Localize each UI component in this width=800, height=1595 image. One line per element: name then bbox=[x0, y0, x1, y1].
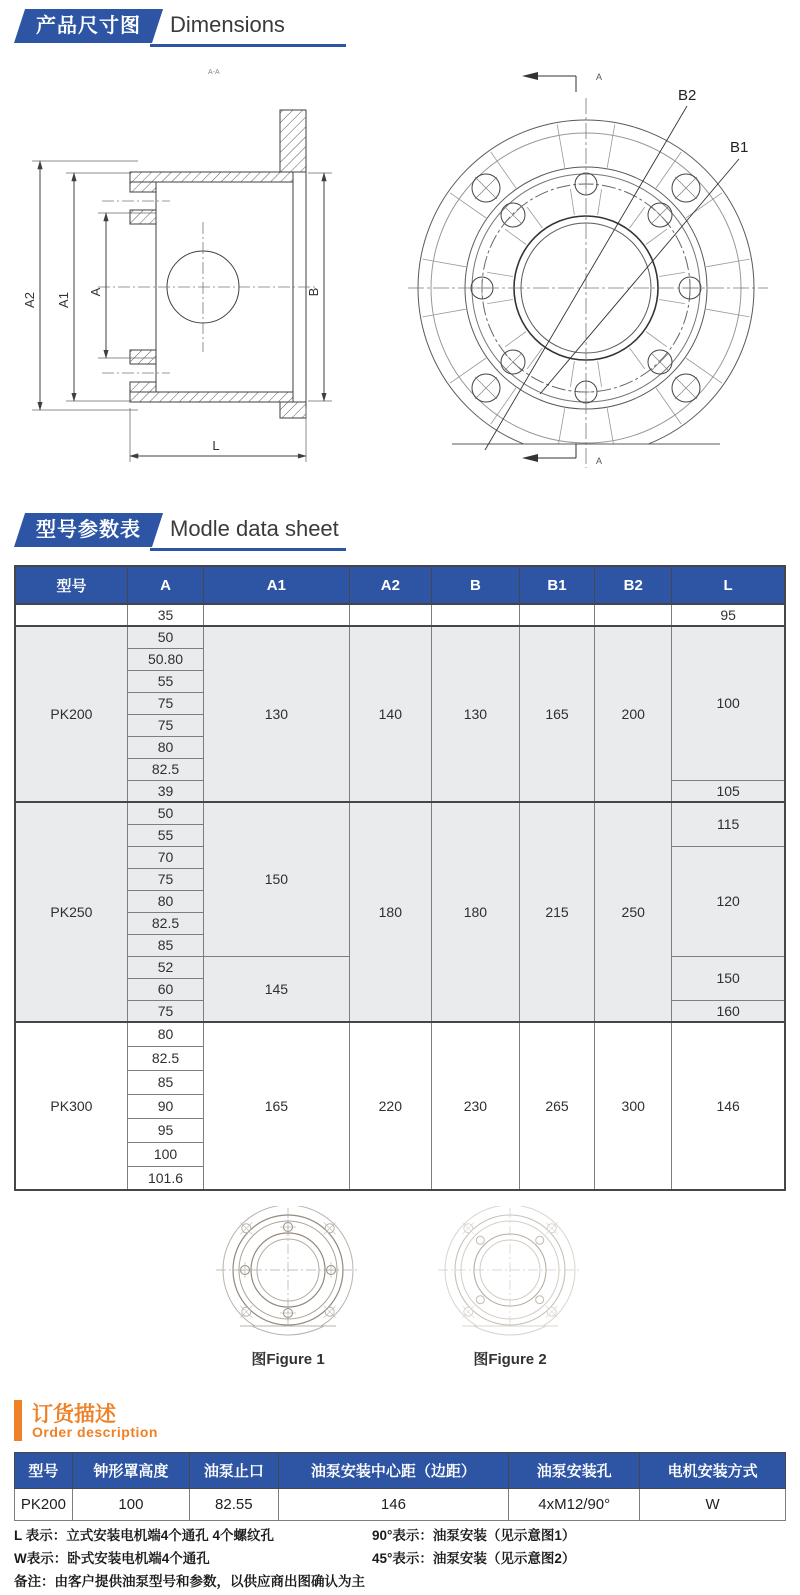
col-header-b2: B2 bbox=[595, 566, 672, 604]
dim-b1-cell: 265 bbox=[519, 1022, 594, 1190]
section-title-model-zh bbox=[14, 513, 163, 547]
dim-label-a1: A1 bbox=[56, 292, 71, 308]
dim-a1-cell: 150 bbox=[204, 802, 350, 956]
dim-a2-cell: 140 bbox=[349, 626, 431, 802]
dim-a-cell: 90 bbox=[127, 1094, 203, 1118]
model-cell-pk200: PK200 bbox=[15, 626, 127, 802]
order-col-motor-mount: 电机安装方式 bbox=[640, 1453, 786, 1489]
dim-b1-cell: 165 bbox=[519, 626, 594, 802]
dim-a-cell: 80 bbox=[127, 736, 203, 758]
dim-l-cell: 150 bbox=[672, 956, 785, 1000]
bolt-circle-label-b1: B1 bbox=[730, 139, 749, 156]
section-title-dimensions-zh-text: 产品尺寸图 bbox=[36, 15, 142, 37]
dim-b2-cell: 200 bbox=[595, 626, 672, 802]
section-underline bbox=[150, 44, 346, 47]
order-col-pump-spigot: 油泵止口 bbox=[190, 1453, 279, 1489]
model-cell-empty bbox=[15, 604, 127, 626]
dim-l-cell: 115 bbox=[672, 802, 785, 846]
dim-a-cell: 50 bbox=[127, 626, 203, 648]
table-row bbox=[15, 626, 785, 648]
dim-l-cell: 120 bbox=[672, 846, 785, 956]
order-col-bell-height: 钟形罩高度 bbox=[72, 1453, 189, 1489]
dim-b-cell: 130 bbox=[432, 626, 520, 802]
dim-a-cell: 80 bbox=[127, 890, 203, 912]
order-col-mount-distance: 油泵安装中心距（边距） bbox=[278, 1453, 509, 1489]
dim-a-cell: 82.5 bbox=[127, 758, 203, 780]
dim-a-cell: 100 bbox=[127, 1142, 203, 1166]
dim-a-cell: 75 bbox=[127, 714, 203, 736]
col-header-model: 型号 bbox=[15, 566, 127, 604]
flat-base-mask bbox=[390, 444, 790, 474]
order-col-mount-holes: 油泵安装孔 bbox=[509, 1453, 640, 1489]
table-row bbox=[15, 1022, 785, 1046]
note-45deg-meaning: 45°表示：油泵安装（见示意图2） bbox=[372, 1551, 576, 1566]
dim-a-cell: 80 bbox=[127, 1022, 203, 1046]
dim-l-cell: 95 bbox=[672, 604, 785, 626]
dim-a-cell: 35 bbox=[127, 604, 203, 626]
note-90deg-meaning: 90°表示：油泵安装（见示意图1） bbox=[372, 1528, 576, 1543]
dim-label-a: A bbox=[88, 287, 103, 297]
table-row bbox=[15, 802, 785, 824]
side-section-drawing bbox=[6, 60, 350, 475]
dim-a-cell: 39 bbox=[127, 780, 203, 802]
dim-a-cell: 75 bbox=[127, 868, 203, 890]
dim-b2-cell: 250 bbox=[595, 802, 672, 1022]
col-header-a1: A1 bbox=[204, 566, 350, 604]
section-title-dimensions-en: Dimensions bbox=[170, 12, 285, 37]
note-remark: 备注：由客户提供油泵型号和参数，以供应商出图确认为主 bbox=[14, 1574, 365, 1589]
centerlines bbox=[98, 201, 318, 373]
housing-outline bbox=[130, 110, 306, 418]
model-cell-pk300: PK300 bbox=[15, 1022, 127, 1190]
figure-1-caption: 图Figure 1 bbox=[251, 1351, 325, 1368]
order-table-data-row bbox=[15, 1489, 786, 1521]
order-model-value: PK200 bbox=[15, 1489, 73, 1521]
dim-a-cell: 50.80 bbox=[127, 648, 203, 670]
dim-a-cell: 60 bbox=[127, 978, 203, 1000]
section-cut-label: A-A bbox=[208, 69, 220, 76]
col-header-l: L bbox=[672, 566, 785, 604]
dim-a-cell: 55 bbox=[127, 670, 203, 692]
dim-b-cell: 180 bbox=[432, 802, 520, 1022]
table-row bbox=[15, 604, 785, 626]
dim-a2-cell: 180 bbox=[349, 802, 431, 1022]
dim-a-cell: 85 bbox=[127, 934, 203, 956]
dim-l-cell: 146 bbox=[672, 1022, 785, 1190]
order-motor-mount-value: W bbox=[640, 1489, 786, 1521]
order-table-header-row bbox=[15, 1453, 786, 1489]
section-title-model-zh-text: 型号参数表 bbox=[36, 519, 142, 541]
dim-a-cell: 82.5 bbox=[127, 1046, 203, 1070]
dim-l-cell: 100 bbox=[672, 626, 785, 780]
section-underline-2 bbox=[150, 548, 346, 551]
col-header-b1: B1 bbox=[519, 566, 594, 604]
order-bell-height-value: 100 bbox=[72, 1489, 189, 1521]
dim-a-cell: 70 bbox=[127, 846, 203, 868]
figure-2-drawing bbox=[424, 1206, 596, 1346]
col-header-a: A bbox=[127, 566, 203, 604]
dim-b2-cell: 300 bbox=[595, 1022, 672, 1190]
col-header-b: B bbox=[432, 566, 520, 604]
dim-a-cell: 55 bbox=[127, 824, 203, 846]
figure-1-drawing bbox=[202, 1206, 374, 1346]
dim-a-cell: 75 bbox=[127, 692, 203, 714]
dim-a-cell: 50 bbox=[127, 802, 203, 824]
dim-l-cell: 105 bbox=[672, 780, 785, 802]
order-section-title-en: Order description bbox=[32, 1424, 158, 1440]
section-title-dimensions-zh bbox=[14, 9, 163, 43]
dim-label-b: B bbox=[306, 287, 321, 297]
order-col-model: 型号 bbox=[15, 1453, 73, 1489]
note-l-meaning: L 表示：立式安装电机端4个通孔 4个螺纹孔 bbox=[14, 1528, 275, 1543]
order-table bbox=[14, 1452, 786, 1521]
order-pump-spigot-value: 82.55 bbox=[190, 1489, 279, 1521]
figure-2-caption: 图Figure 2 bbox=[473, 1351, 547, 1368]
section-arrow-top bbox=[522, 72, 602, 92]
table-header-row bbox=[15, 566, 785, 604]
section-arrow-bottom-label: A bbox=[596, 456, 603, 466]
dim-a-cell: 82.5 bbox=[127, 912, 203, 934]
model-data-table bbox=[14, 565, 786, 1191]
dim-a-cell: 75 bbox=[127, 1000, 203, 1022]
bolt-circle-label-b2: B2 bbox=[678, 87, 697, 104]
dim-label-a2: A2 bbox=[22, 292, 37, 308]
order-mount-holes-value: 4xM12/90° bbox=[509, 1489, 640, 1521]
order-section-bar bbox=[14, 1400, 22, 1441]
section-arrow-top-label: A bbox=[596, 72, 603, 82]
view-centerlines bbox=[408, 98, 768, 468]
front-view-drawing bbox=[390, 62, 790, 474]
leader-lines bbox=[485, 106, 739, 450]
dim-a-cell: 95 bbox=[127, 1118, 203, 1142]
order-section-title-zh: 订货描述 bbox=[32, 1403, 116, 1426]
dim-a2-cell: 220 bbox=[349, 1022, 431, 1190]
section-title-model-en: Modle data sheet bbox=[170, 516, 339, 541]
dim-a1-cell: 130 bbox=[204, 626, 350, 802]
dim-b-cell: 230 bbox=[432, 1022, 520, 1190]
dim-a-cell: 101.6 bbox=[127, 1166, 203, 1190]
order-mount-distance-value: 146 bbox=[278, 1489, 509, 1521]
dim-a-cell: 85 bbox=[127, 1070, 203, 1094]
note-w-meaning: W表示：卧式安装电机端4个通孔 bbox=[14, 1551, 210, 1566]
dim-a-cell: 52 bbox=[127, 956, 203, 978]
model-cell-pk250: PK250 bbox=[15, 802, 127, 1022]
dim-a1-cell: 165 bbox=[204, 1022, 350, 1190]
col-header-a2: A2 bbox=[349, 566, 431, 604]
dim-a1-cell: 145 bbox=[204, 956, 350, 1022]
dim-label-l: L bbox=[212, 438, 220, 453]
dim-l-cell: 160 bbox=[672, 1000, 785, 1022]
dimension-labels bbox=[22, 287, 321, 453]
dim-b1-cell: 215 bbox=[519, 802, 594, 1022]
